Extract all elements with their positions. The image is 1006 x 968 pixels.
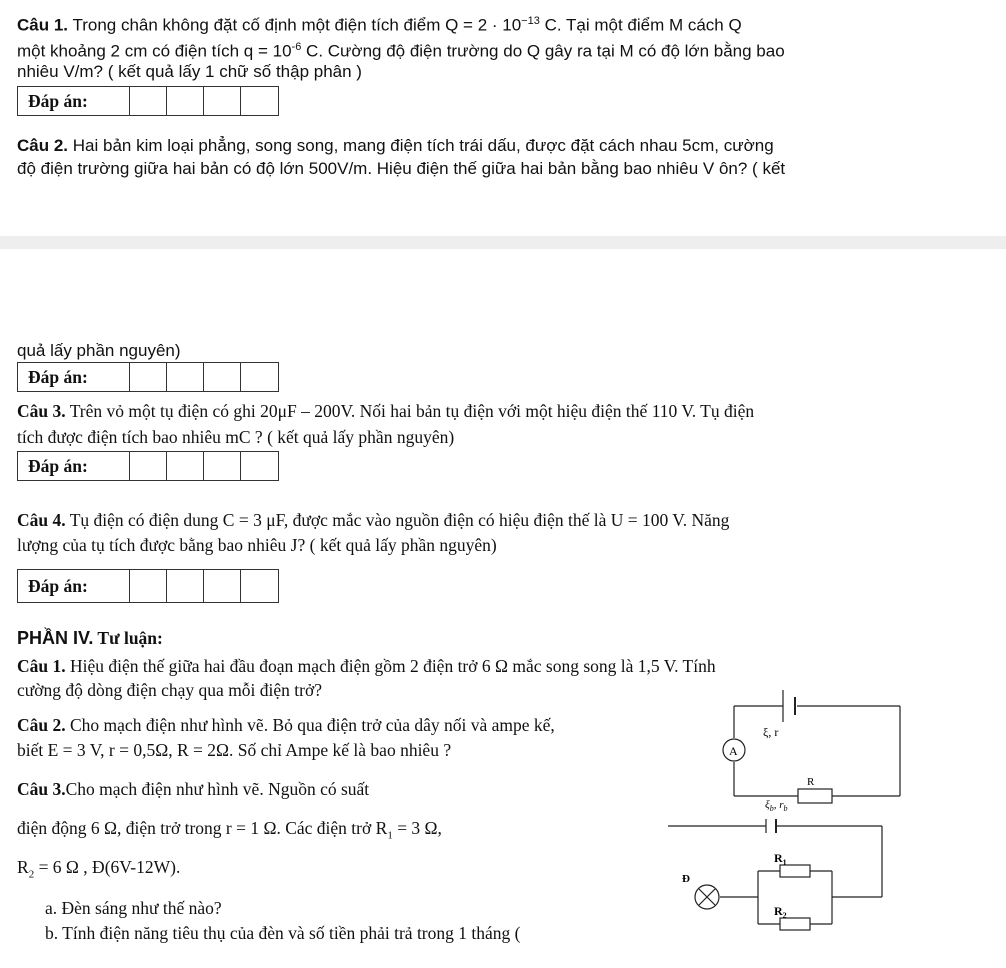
- r1-sub: 1: [387, 829, 393, 842]
- part4-heading-a: PHẦN IV.: [17, 628, 94, 648]
- p4-q3-text3a: R: [17, 857, 29, 877]
- q2-line2: độ điện trường giữa hai bản có độ lớn 500V/m. Hiệu điện thế giữa hai bản bằng bao nhiêu V ôn? ( kết: [17, 159, 786, 178]
- source-label-1: ξ, r: [763, 725, 779, 739]
- p4-q3-b: b. Tính điện năng tiêu thụ của đèn và số tiền phải trả trong 1 tháng (: [45, 923, 521, 943]
- q1-prefix: Câu 1.: [17, 15, 69, 35]
- lamp-label: Đ: [682, 873, 690, 885]
- q1-text-c: một khoảng 2 cm có điện tích q = 10: [17, 41, 292, 61]
- p4-q2-line2: biết E = 3 V, r = 0,5Ω, R = 2Ω. Số chỉ Ampe kế là bao nhiêu ?: [17, 740, 452, 760]
- p4-q3-text2: điện động 6 Ω, điện trở trong r = 1 Ω. Các điện trở R: [17, 818, 388, 838]
- q3-line2: tích được điện tích bao nhiêu mC ? ( kết quả lấy phần nguyên): [17, 427, 455, 447]
- r1-label: $R_1$: [774, 851, 787, 867]
- q4-line2: lượng của tụ tích được bằng bao nhiêu J? ( kết quả lấy phần nguyên): [17, 535, 497, 555]
- p4-q3-text2b: = 3 Ω,: [392, 818, 442, 838]
- q1-text-a: Trong chân không đặt cố định một điện tích điểm Q = 2 · 10: [72, 15, 522, 35]
- resistor-label-r: R: [807, 776, 815, 788]
- answer-label: Đáp án:: [18, 87, 130, 115]
- q3-prefix: Câu 3.: [17, 401, 66, 421]
- p4-q1-line2: cường độ dòng điện chạy qua mỗi điện trở?: [17, 680, 323, 700]
- answer-label: Đáp án:: [18, 570, 130, 602]
- q1-line3: nhiêu V/m? ( kết quả lấy 1 chữ số thập phân ): [17, 62, 362, 81]
- r2-label: $R_2$: [774, 904, 787, 920]
- p4-q3-a: a. Đèn sáng như thế nào?: [45, 898, 222, 918]
- q1-text-d: C. Cường độ điện trường do Q gây ra tại M có độ lớn bằng bao: [301, 41, 785, 61]
- q4-prefix: Câu 4.: [17, 510, 66, 530]
- ammeter-label: A: [729, 744, 738, 758]
- p4-q1-text: Hiệu điện thế giữa hai đầu đoạn mạch điện gồm 2 điện trở 6 Ω mắc song song là 1,5 V. Tính: [70, 656, 716, 676]
- q1-exp2: -6: [291, 41, 302, 53]
- source-label-2: $\xi_b$, $r_b$: [765, 799, 788, 813]
- answer-label: Đáp án:: [18, 363, 130, 391]
- p4-q3-text3b: = 6 Ω , Đ(6V-12W).: [34, 857, 181, 877]
- q2-prefix: Câu 2.: [17, 136, 69, 155]
- resistor-r: [798, 789, 832, 803]
- p4-q3-text: Cho mạch điện như hình vẽ. Nguồn có suất: [65, 779, 370, 799]
- q2-text-a: Hai bản kim loại phẳng, song song, mang điện tích trái dấu, được đặt cách nhau 5cm, cường: [72, 136, 774, 155]
- p4-q1-prefix: Câu 1.: [17, 656, 66, 676]
- p4-q2-prefix: Câu 2.: [17, 715, 66, 735]
- answer-label: Đáp án:: [18, 452, 130, 480]
- q1-exp: −13: [521, 15, 540, 27]
- p4-q3-prefix: Câu 3.: [17, 779, 66, 799]
- q2-line3: quả lấy phần nguyên): [17, 341, 181, 360]
- part4-heading-b: Tư luận:: [93, 628, 163, 648]
- q4-text-a: Tụ điện có điện dung C = 3 μF, được mắc vào nguồn điện có hiệu điện thế là U = 100 V. Năng: [69, 510, 730, 530]
- q3-text-a: Trên vỏ một tụ điện có ghi 20μF – 200V. Nối hai bản tụ điện với một hiệu điện thế 110 V. Tụ điện: [69, 401, 755, 421]
- q1-text-b: C. Tại một điểm M cách Q: [539, 15, 742, 35]
- p4-q2-text: Cho mạch điện như hình vẽ. Bỏ qua điện trở của dây nối và ampe kế,: [70, 715, 555, 735]
- r2-sub: 2: [28, 868, 35, 881]
